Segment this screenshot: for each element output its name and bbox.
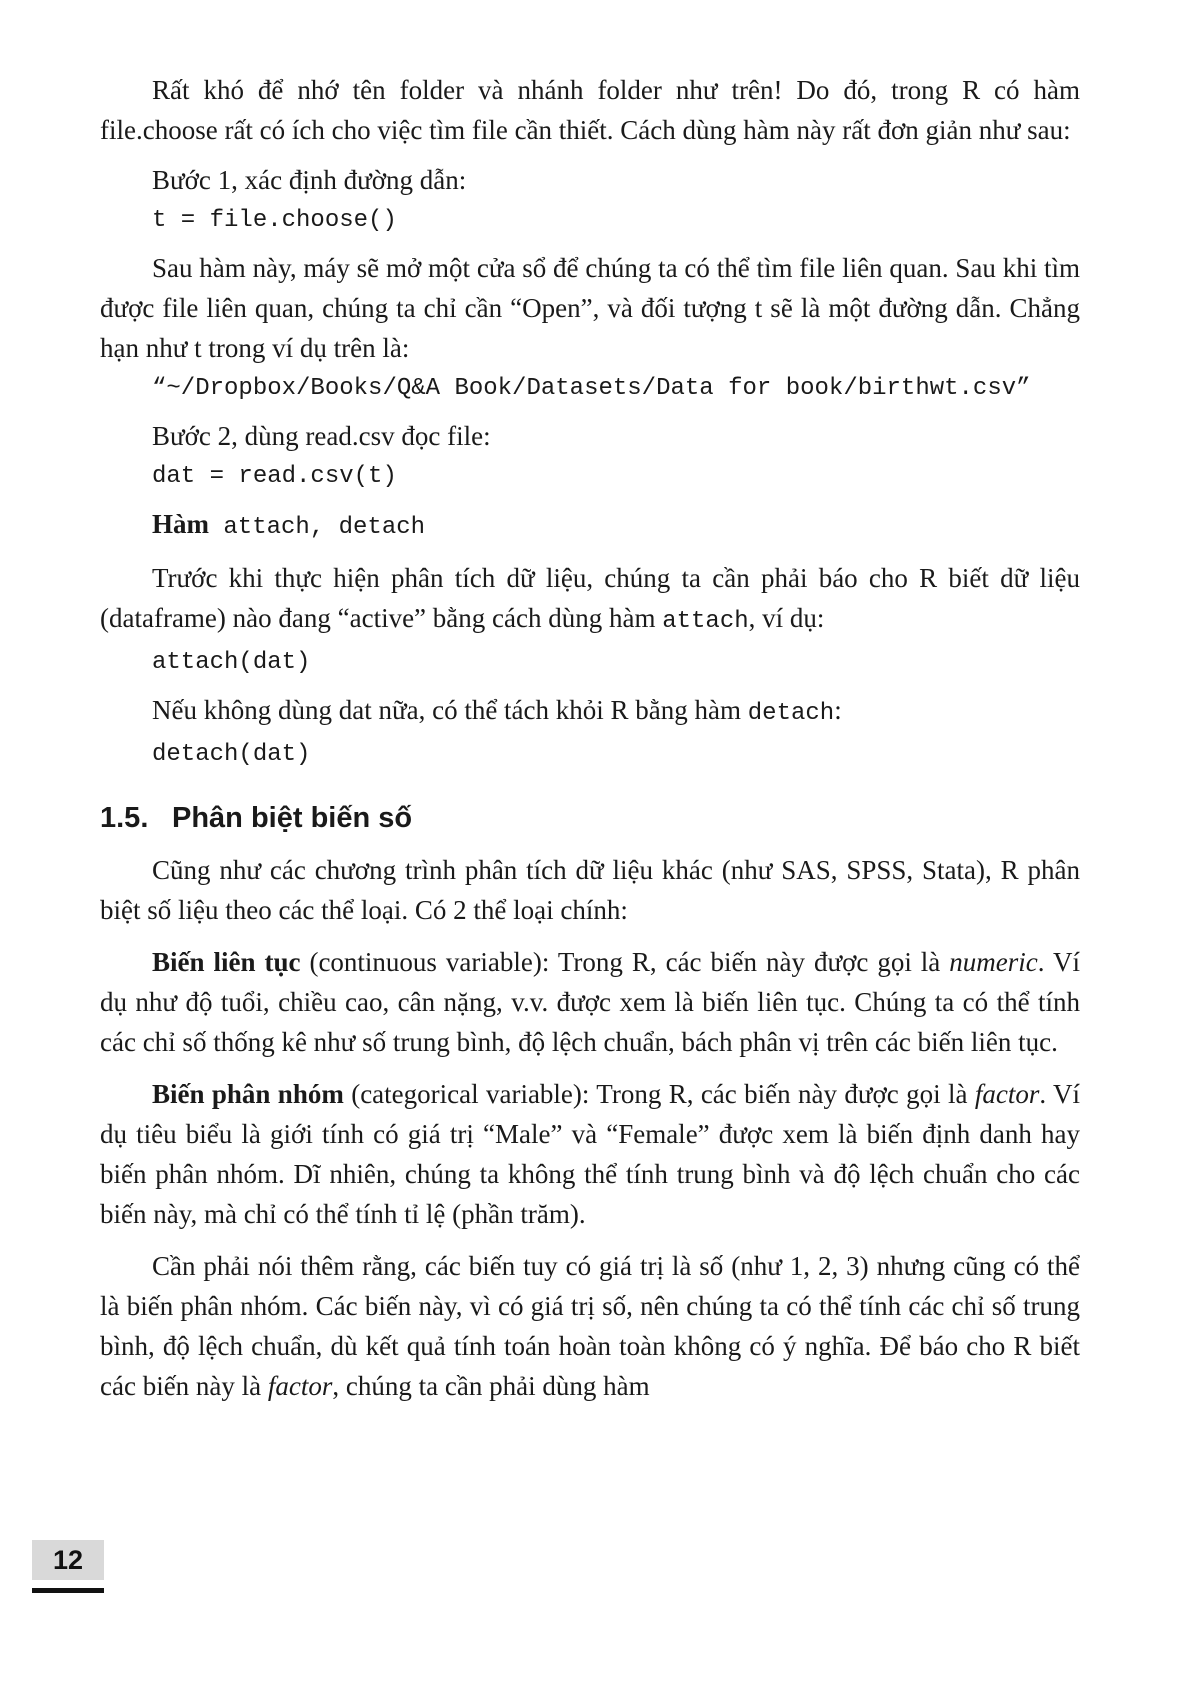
- page-number: 12: [32, 1540, 104, 1580]
- numeric-factor-text-b: , chúng ta cần phải dùng hàm: [332, 1371, 650, 1401]
- attach-detach-heading: [100, 504, 1080, 548]
- section-heading: [100, 798, 1080, 838]
- file-dialog-paragraph: Sau hàm này, máy sẽ mở một cửa sổ để chúng ta có thể tìm file liên quan. Sau khi tìm được file liên quan, chúng ta chỉ cần “Open”, và đối tượng t sẽ là một đường dẫn. Chẳng hạn như t trong ví dụ trên là:: [100, 253, 1080, 363]
- attach-text-a: Trước khi thực hiện phân tích dữ liệu, chúng ta cần phải báo cho R biết dữ liệu (dataframe) nào đang “active” bằng cách dùng hàm: [100, 563, 1080, 633]
- categorical-text-a: (categorical variable): Trong R, các biến này được gọi là: [343, 1079, 975, 1109]
- attach-text-b: , ví dụ:: [748, 603, 825, 633]
- continuous-variable-paragraph: [100, 942, 1080, 1062]
- page-number-underline: [32, 1588, 104, 1593]
- continuous-term: Biến liên tục: [152, 947, 301, 977]
- section-number: 1.5.: [100, 802, 149, 834]
- factor-term: factor: [974, 1079, 1040, 1109]
- detach-paragraph: [100, 690, 1080, 734]
- numeric-term: numeric: [949, 947, 1038, 977]
- section-title: Phân biệt biến số: [172, 802, 413, 834]
- variable-types-paragraph: Cũng như các chương trình phân tích dữ liệu khác (như SAS, SPSS, Stata), R phân biệt số liệu theo các thể loại. Có 2 thể loại chính:: [100, 855, 1080, 925]
- code-path-example: “~/Dropbox/Books/Q&A Book/Datasets/Data for book/birthwt.csv”: [152, 375, 1031, 402]
- code-read-csv: dat = read.csv(t): [152, 463, 397, 490]
- code-detach: detach(dat): [152, 741, 311, 768]
- page-content: [100, 70, 1080, 1406]
- detach-text-b: :: [834, 695, 842, 725]
- step-1-label: Bước 1, xác định đường dẫn:: [152, 165, 467, 195]
- code-file-choose: t = file.choose(): [152, 207, 397, 234]
- attach-paragraph: [100, 558, 1080, 642]
- step-2-label: Bước 2, dùng read.csv đọc file:: [152, 421, 491, 451]
- heading-word: Hàm: [152, 509, 209, 539]
- numeric-factor-text-a: Cần phải nói thêm rằng, các biến tuy có giá trị là số (như 1, 2, 3) nhưng cũng có thể là biến phân nhóm. Các biến này, vì có giá trị số, nên chúng ta có thể tính các chỉ số trung bình, độ lệch chuẩn, dù kết quả tính toán hoàn toàn không có ý nghĩa. Để báo cho R biết các biến này là: [100, 1251, 1080, 1401]
- detach-text-a: Nếu không dùng dat nữa, có thể tách khỏi R bằng hàm: [152, 695, 748, 725]
- factor-term-2: factor: [267, 1371, 333, 1401]
- categorical-term: Biến phân nhóm: [152, 1079, 344, 1109]
- code-attach: attach(dat): [152, 649, 311, 676]
- intro-paragraph: Rất khó để nhớ tên folder và nhánh folder như trên! Do đó, trong R có hàm file.choose rất có ích cho việc tìm file cần thiết. Cách dùng hàm này rất đơn giản như sau:: [100, 75, 1080, 145]
- numeric-factor-paragraph: [100, 1246, 1080, 1406]
- categorical-text-b: . Ví dụ tiêu biểu là giới tính có giá trị “Male” và “Female” được xem là biến định danh hay biến phân nhóm. Dĩ nhiên, chúng ta không thể tính trung bình và độ lệch chuẩn cho các biến này, mà chỉ có thể tính tỉ lệ (phần trăm).: [100, 1079, 1080, 1229]
- attach-inline-code: attach: [662, 608, 749, 635]
- heading-code: attach, detach: [209, 514, 426, 541]
- continuous-text-b: . Ví dụ như độ tuổi, chiều cao, cân nặng, v.v. được xem là biến liên tục. Chúng ta có thể tính các chỉ số thống kê như số trung bình, độ lệch chuẩn, bách phân vị trên các biến liên tục.: [100, 947, 1080, 1057]
- detach-inline-code: detach: [747, 700, 835, 727]
- continuous-text-a: (continuous variable): Trong R, các biến này được gọi là: [300, 947, 950, 977]
- categorical-variable-paragraph: [100, 1074, 1080, 1234]
